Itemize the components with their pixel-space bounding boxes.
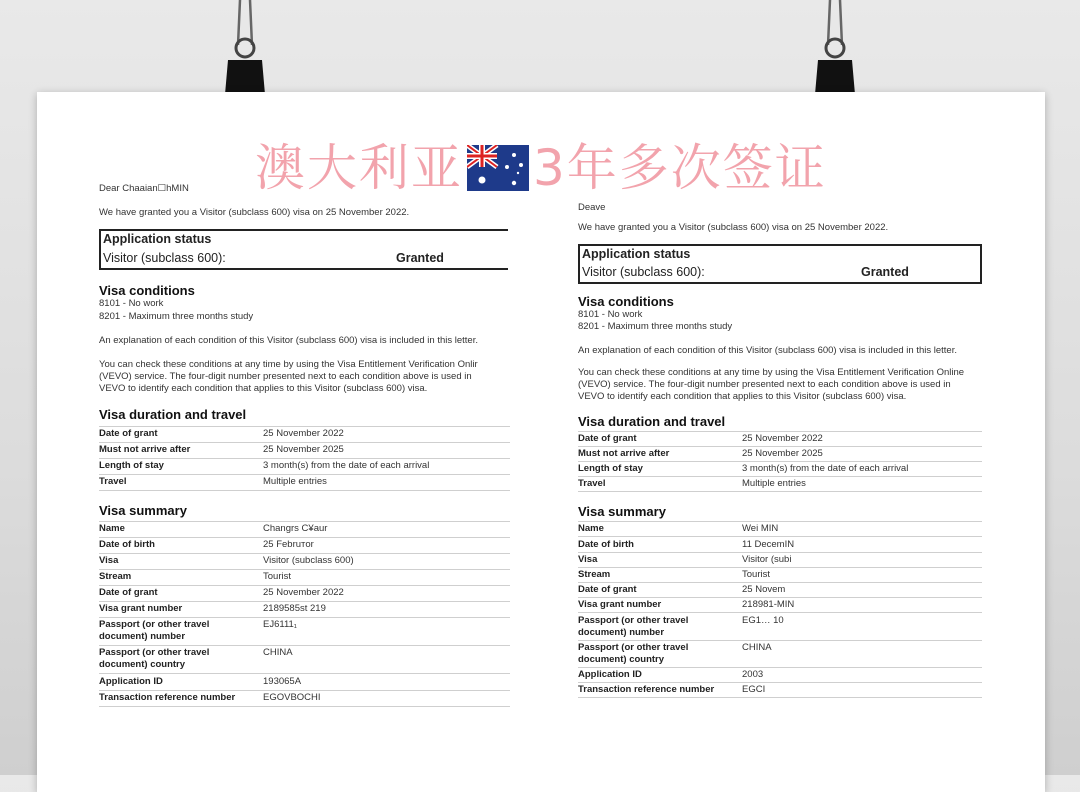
explanation-text: An explanation of each condition of this Visitor (subclass 600) visa is included in this letter.: [99, 335, 478, 346]
application-status-label: Visitor (subclass 600):: [103, 251, 226, 265]
visa-duration-heading: Visa duration and travel: [578, 414, 726, 429]
summary-row-label: Date of grant: [99, 587, 158, 598]
application-status-value: Granted: [396, 251, 444, 265]
row-divider: [99, 673, 510, 674]
summary-row-value: 25 November 2022: [263, 587, 344, 598]
summary-row-label: Transaction reference number: [578, 684, 715, 695]
row-divider: [99, 442, 510, 443]
summary-row-value: 193065A: [263, 676, 302, 687]
summary-row-label: Visa grant number: [578, 599, 662, 610]
duration-row-value: 25 November 2022: [742, 433, 823, 444]
duration-row-value: 25 November 2022: [263, 428, 344, 439]
visa-summary-heading: Visa summary: [578, 504, 666, 519]
condition-item: 8201 - Maximum three months study: [99, 311, 254, 322]
summary-row-label: Transaction reference number: [99, 692, 236, 703]
row-divider: [578, 446, 982, 447]
salutation: Deave: [578, 202, 606, 213]
visa-duration-heading: Visa duration and travel: [99, 407, 247, 422]
duration-row-label: Date of grant: [578, 433, 637, 444]
duration-row-value: Multiple entries: [263, 476, 327, 487]
row-divider: [578, 612, 982, 613]
summary-row-value: CHINA: [742, 642, 772, 653]
summary-row-value: Tourist: [742, 569, 770, 580]
row-divider: [99, 645, 510, 646]
banner-title-before: 澳大利亚: [255, 139, 463, 197]
row-divider: [99, 426, 510, 427]
summary-row-label: Date of birth: [99, 539, 155, 550]
summary-row-label: Stream: [578, 569, 611, 580]
salutation: Dear Chaaian☐hMIN: [99, 183, 189, 194]
summary-row-value: EGCI: [742, 684, 766, 695]
vevo-text-line: You can check these conditions at any time by using the Visa Entitlement Verification Onlir: [99, 359, 478, 370]
summary-row-value: Visitor (subi: [742, 554, 792, 565]
duration-row-label: Travel: [99, 476, 127, 487]
visa-conditions-heading: Visa conditions: [578, 294, 674, 309]
summary-row-value: 25 Februтor: [263, 539, 314, 550]
summary-row-label: Passport (or other travel document) country: [99, 647, 210, 670]
summary-row-value: 2189585st 219: [263, 603, 326, 614]
duration-row-value: 25 November 2025: [263, 444, 344, 455]
visa-summary-heading: Visa summary: [99, 503, 187, 518]
summary-row-value: Visitor (subclass 600): [263, 555, 354, 566]
row-divider: [99, 521, 510, 522]
row-divider: [578, 682, 982, 683]
row-divider: [578, 521, 982, 522]
vevo-text-line: (VEVO) service. The four-digit number presented next to each condition above is used in: [99, 371, 472, 382]
summary-row-label: Stream: [99, 571, 132, 582]
summary-row-label: Visa: [578, 554, 598, 565]
summary-row-label: Visa: [99, 555, 119, 566]
summary-row-value: 25 Novem: [742, 584, 786, 595]
duration-row-value: Multiple entries: [742, 478, 806, 489]
application-status-heading: Application status: [582, 247, 691, 261]
row-divider: [578, 567, 982, 568]
intro-text: We have granted you a Visitor (subclass 600) visa on 25 November 2022.: [578, 222, 889, 233]
row-divider: [578, 431, 982, 432]
summary-row-value: EGOVBOCHI: [263, 692, 321, 703]
row-divider: [578, 536, 982, 537]
row-divider: [99, 537, 510, 538]
summary-row-value: 2003: [742, 669, 764, 680]
vevo-text-line: You can check these conditions at any time by using the Visa Entitlement Verification Online: [578, 367, 965, 378]
duration-row-label: Length of stay: [578, 463, 643, 474]
row-divider: [99, 569, 510, 570]
duration-row-label: Length of stay: [99, 460, 164, 471]
visa-conditions-heading: Visa conditions: [99, 283, 195, 298]
application-status-box: [578, 244, 982, 284]
row-divider: [578, 640, 982, 641]
application-status-label: Visitor (subclass 600):: [582, 265, 705, 279]
row-divider: [99, 706, 510, 707]
summary-row-label: Date of grant: [578, 584, 637, 595]
row-divider: [578, 491, 982, 492]
summary-row-value: EJ6111₁: [263, 619, 298, 630]
summary-row-value: EG1… 10: [742, 615, 784, 626]
duration-row-label: Must not arrive after: [99, 444, 191, 455]
row-divider: [99, 553, 510, 554]
row-divider: [99, 490, 510, 491]
vevo-text-line: VEVO to identify each condition that applies to this Visitor (subclass 600) visa.: [99, 383, 428, 394]
row-divider: [578, 667, 982, 668]
summary-row-label: Passport (or other travel document) country: [578, 642, 689, 665]
row-divider: [578, 461, 982, 462]
row-divider: [99, 458, 510, 459]
summary-row-label: Date of birth: [578, 539, 634, 550]
row-divider: [578, 597, 982, 598]
vevo-text-line: (VEVO) service. The four-digit number presented next to each condition above is used in: [578, 379, 951, 390]
row-divider: [99, 585, 510, 586]
application-status-value: Granted: [861, 265, 909, 279]
summary-row-value: 11 DecemIN: [742, 539, 795, 550]
summary-row-label: Application ID: [578, 669, 642, 680]
vevo-text-line: VEVO to identify each condition that applies to this Visitor (subclass 600) visa.: [578, 391, 907, 402]
application-status-box: [99, 229, 508, 270]
duration-row-label: Must not arrive after: [578, 448, 670, 459]
row-divider: [578, 552, 982, 553]
summary-row-label: Application ID: [99, 676, 163, 687]
explanation-text: An explanation of each condition of this Visitor (subclass 600) visa is included in this letter.: [578, 345, 957, 356]
row-divider: [99, 601, 510, 602]
duration-row-label: Travel: [578, 478, 606, 489]
banner-title-after: 3年多次签证: [533, 139, 827, 197]
intro-text: We have granted you a Visitor (subclass 600) visa on 25 November 2022.: [99, 207, 410, 218]
row-divider: [578, 582, 982, 583]
duration-row-value: 3 month(s) from the date of each arrival: [263, 460, 430, 471]
banner-title: [255, 140, 827, 196]
summary-row-label: Name: [578, 523, 604, 534]
duration-row-label: Date of grant: [99, 428, 158, 439]
condition-item: 8101 - No work: [578, 309, 643, 320]
row-divider: [99, 474, 510, 475]
row-divider: [99, 690, 510, 691]
condition-item: 8201 - Maximum three months study: [578, 321, 733, 332]
row-divider: [99, 617, 510, 618]
summary-row-value: Tourist: [263, 571, 291, 582]
summary-row-label: Name: [99, 523, 125, 534]
row-divider: [578, 697, 982, 698]
summary-row-label: Passport (or other travel document) number: [578, 615, 689, 638]
row-divider: [578, 476, 982, 477]
duration-row-value: 3 month(s) from the date of each arrival: [742, 463, 909, 474]
application-status-heading: Application status: [103, 232, 212, 246]
condition-item: 8101 - No work: [99, 298, 164, 309]
summary-row-value: Changrs C¥aur: [263, 523, 328, 534]
australia-flag-icon: [467, 145, 529, 191]
summary-row-label: Passport (or other travel document) number: [99, 619, 210, 642]
summary-row-label: Visa grant number: [99, 603, 183, 614]
summary-row-value: Wei MIN: [742, 523, 779, 534]
summary-row-value: CHINA: [263, 647, 293, 658]
summary-row-value: 218981-MIN: [742, 599, 795, 610]
duration-row-value: 25 November 2025: [742, 448, 823, 459]
